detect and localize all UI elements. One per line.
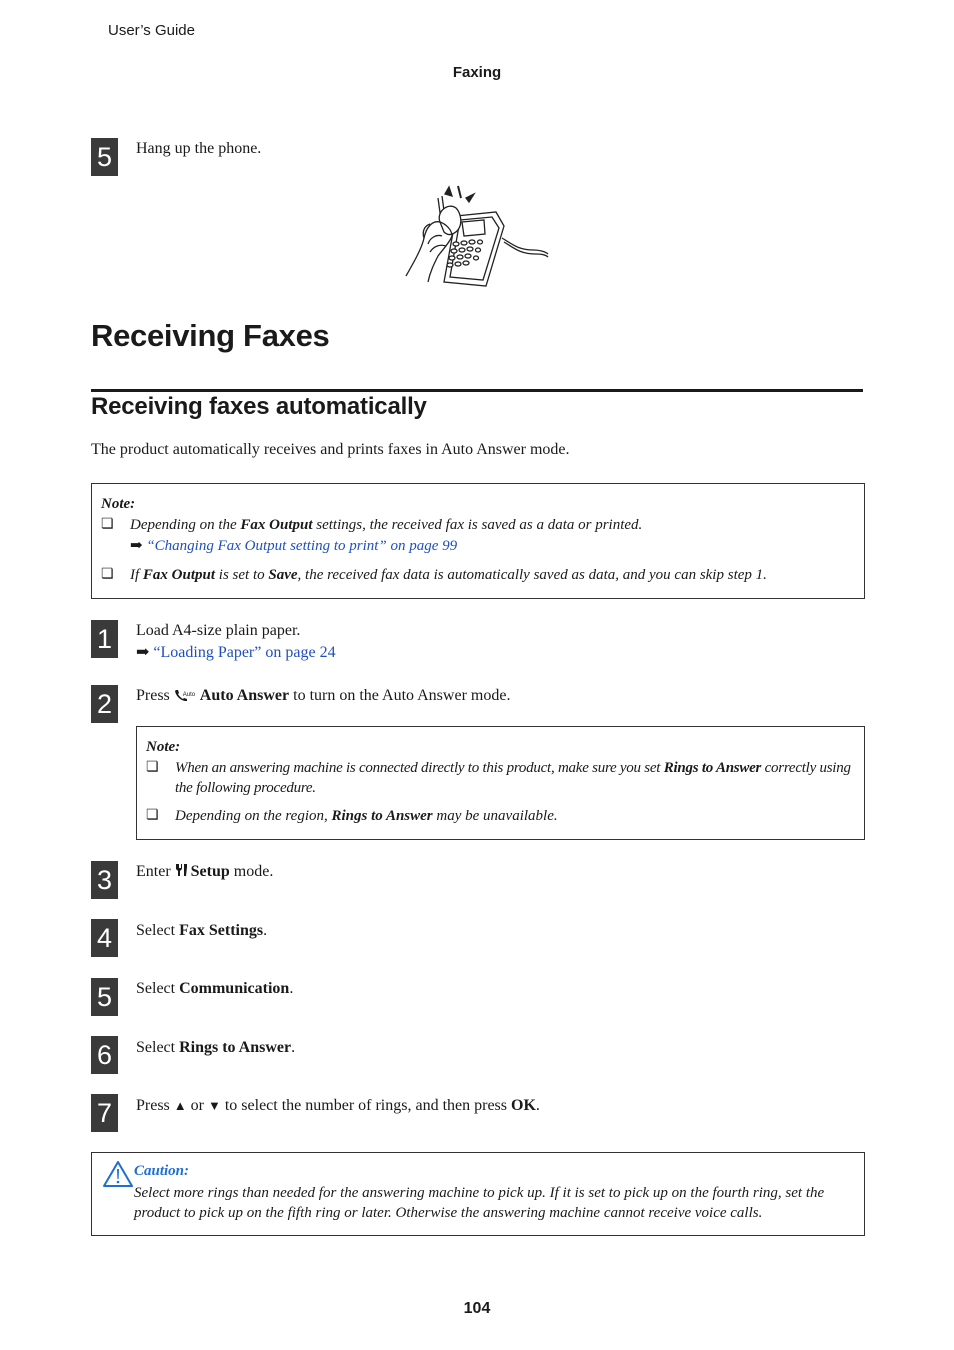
- step-text: Press ▲ or ▼ to select the number of rings, and then press OK.: [136, 1097, 540, 1114]
- step-number-badge: 2: [91, 685, 118, 723]
- step-text: Hang up the phone.: [136, 140, 262, 157]
- step-text: Load A4-size plain paper.: [136, 622, 301, 639]
- arrow-icon: ➡: [130, 538, 143, 554]
- up-arrow-icon: ▲: [173, 1098, 187, 1113]
- page-heading: Receiving Faxes: [91, 318, 330, 353]
- note-link-line: [130, 536, 457, 556]
- step-number-badge: 7: [91, 1094, 118, 1132]
- step-text: Press Auto Auto Answer to turn on the Auto Answer mode.: [136, 687, 511, 704]
- auto-answer-icon: Auto: [174, 687, 196, 701]
- bullet-icon: ❏: [146, 808, 159, 823]
- page-number: 104: [463, 1300, 491, 1317]
- step-number-badge: 5: [91, 138, 118, 176]
- step-number-badge: 6: [91, 1036, 118, 1074]
- step-number-badge: 5: [91, 978, 118, 1016]
- note-item: Depending on the region, Rings to Answer may be unavailable.: [175, 808, 558, 824]
- note-title: Note:: [146, 739, 181, 755]
- bullet-icon: ❏: [101, 567, 114, 582]
- step-text: Enter Setup mode.: [136, 863, 274, 880]
- step-link-line: [136, 642, 336, 664]
- loading-paper-link[interactable]: “Loading Paper” on page 24: [153, 644, 336, 661]
- heading-rule: [91, 389, 863, 392]
- section-heading: Receiving faxes automatically: [91, 393, 427, 420]
- step-number-badge: 1: [91, 620, 118, 658]
- note-item: When an answering machine is connected directly to this product, make sure you set Rings to Answer correctly using the following procedure.: [175, 760, 851, 796]
- running-header-section: Faxing: [452, 64, 502, 81]
- step-text: Select Fax Settings.: [136, 922, 268, 939]
- caution-title: Caution:: [134, 1163, 190, 1179]
- step-number-badge: 3: [91, 861, 118, 899]
- caution-triangle-icon: [102, 1160, 134, 1188]
- note-title: Note:: [101, 496, 136, 512]
- intro-paragraph: The product automatically receives and prints faxes in Auto Answer mode.: [91, 441, 570, 458]
- running-header-guide: User’s Guide: [108, 22, 195, 39]
- note-item: If Fax Output is set to Save, the received fax data is automatically saved as data, and you can skip step 1.: [130, 567, 767, 583]
- bullet-icon: ❏: [146, 760, 159, 775]
- bullet-icon: ❏: [101, 517, 114, 532]
- setup-wrench-icon: [175, 863, 188, 877]
- step-text: Select Rings to Answer.: [136, 1039, 296, 1056]
- hang-up-phone-illustration: [400, 182, 552, 288]
- step-number-badge: 4: [91, 919, 118, 957]
- arrow-icon: ➡: [136, 644, 150, 661]
- step-text: Select Communication.: [136, 980, 294, 997]
- changing-fax-output-link[interactable]: “Changing Fax Output setting to print” on page 99: [146, 538, 458, 554]
- down-arrow-icon: ▼: [207, 1098, 221, 1113]
- note-item: Depending on the Fax Output settings, the received fax is saved as a data or printed.: [130, 517, 643, 533]
- caution-text: Select more rings than needed for the answering machine to pick up. If it is set to pick up on the fourth ring, set the product to pick up on the fifth ring or later. Otherwise the answering machine cannot receive voice calls.: [134, 1185, 825, 1221]
